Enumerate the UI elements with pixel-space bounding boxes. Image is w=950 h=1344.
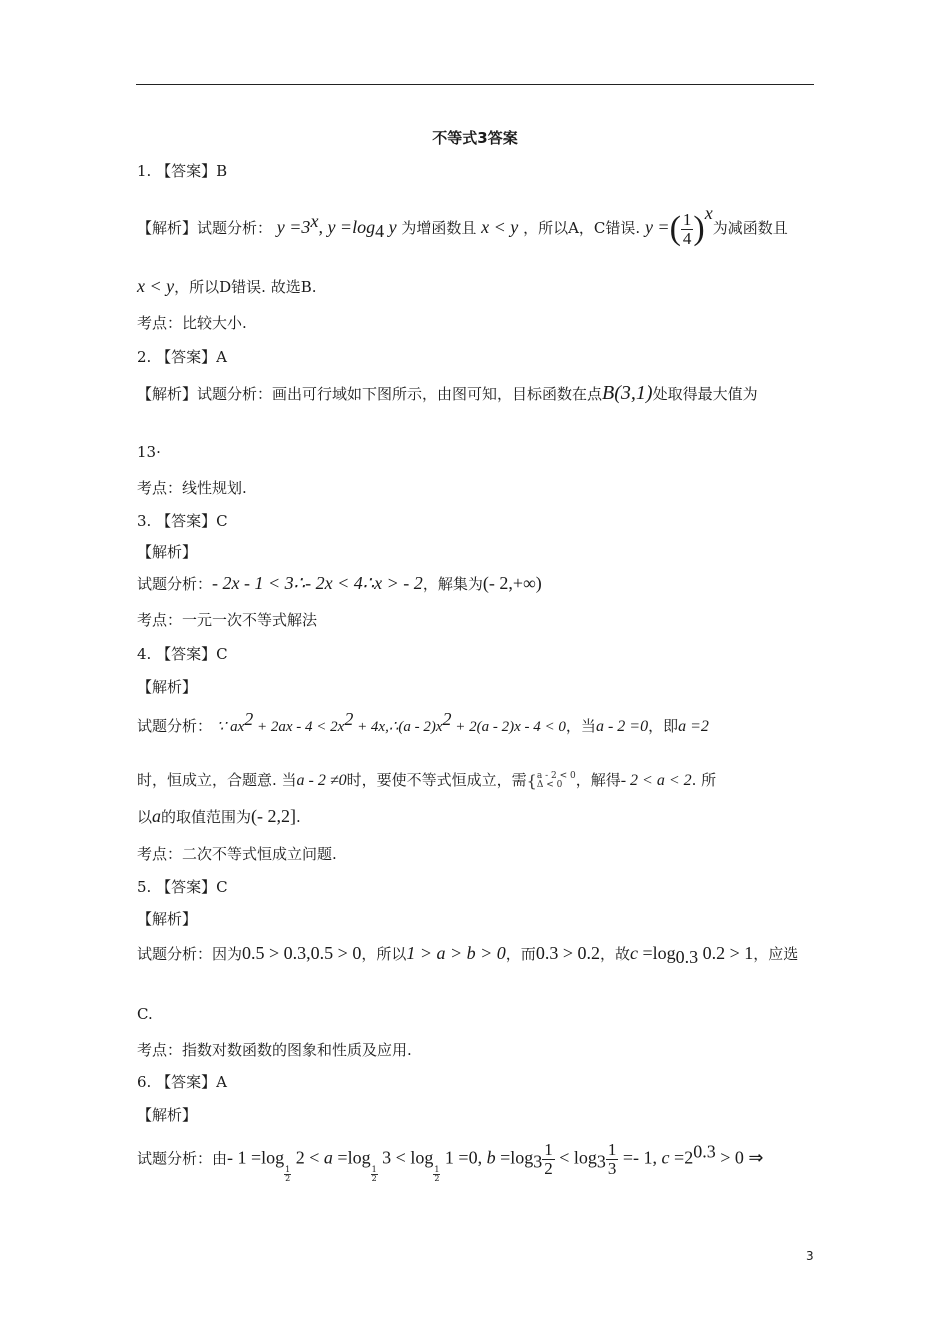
fraction: $\frac{1}{4}$ xyxy=(682,209,692,248)
q3-analysis-label: 【解析】 xyxy=(137,543,198,561)
q5-point: 考点：指数对数函数的图象和性质及应用. xyxy=(137,1041,412,1059)
q6-answer: 6. 【答案】A xyxy=(137,1073,227,1091)
q1-analysis-line2: x < y，所以D错误. 故选B. xyxy=(137,276,317,296)
header-rule xyxy=(136,84,814,85)
q6-analysis: 试题分析：由- 1 =log $\frac{1}{2}$ 2 < a =log $\frac{1}{2}$ 3 < log $\frac{1}{2}$ 1 =0, $b =\log_3$ $\frac{1}{2}$ < $\log_3$ $\frac{1}{3}$ =- 1, $c =2^{0.3} > 0$ ⇒ xyxy=(137,1140,764,1183)
q4-analysis-line3: 以a的取值范围为(- 2,2]. xyxy=(137,806,301,826)
page-number: 3 xyxy=(806,1249,814,1263)
page-title: 不等式3答案 xyxy=(432,129,518,147)
q6-analysis-label: 【解析】 xyxy=(137,1106,198,1124)
q4-point: 考点：二次不等式恒成立问题. xyxy=(137,845,337,863)
q3-analysis: 试题分析：- 2x - 1 < 3∴- 2x < 4∴x > - 2，解集为(- 2,+∞) xyxy=(137,573,542,593)
inequality-system: { a - 2 < 0 Δ < 0 xyxy=(526,771,576,791)
q4-analysis-line1: 试题分析： ∵ $ax^2 + 2ax - 4 < 2x^2$ + 4x,∴(a - $2)x^2 + 2(a - 2)x - 4 < 0$，当a - 2 =0，即a =2 xyxy=(137,709,709,735)
q4-analysis-line2: 时，恒成立，合题意. 当a - 2 ≠0时，要使不等式恒成立，需{ a - 2 < 0 Δ < 0 ，解得- 2 < a < 2. 所 xyxy=(137,771,717,791)
q1-point: 考点：比较大小. xyxy=(137,314,247,332)
q2-analysis: 【解析】试题分析：画出可行域如下图所示，由图可知，目标函数在点B(3,1)处取得最大值为 xyxy=(137,382,758,404)
q2-answer: 2. 【答案】A xyxy=(137,348,227,366)
q1-answer: 1. 【答案】B xyxy=(137,162,228,180)
q5-analysis-label: 【解析】 xyxy=(137,910,198,928)
q2-analysis-cont: 13· xyxy=(137,443,161,461)
q2-point: 考点：线性规划. xyxy=(137,479,247,497)
q3-point: 考点：一元一次不等式解法 xyxy=(137,611,318,629)
q5-analysis: 试题分析：因为0.5 > 0.3,0.5 > 0，所以1 > a > b > 0，而0.3 > 0.2，故$c =\log_{0.3}$ 0.2 > 1，应选 xyxy=(137,943,799,967)
q1-analysis-line1: 【解析】试题分析： $y =3^x$, $y =\log_4$ y 为增函数且 x < y ，所以A，C错误. y =( $\frac{1}{4}$ )$^x$为减函数且 xyxy=(137,203,788,248)
q5-answer: 5. 【答案】C xyxy=(137,878,228,896)
q4-analysis-label: 【解析】 xyxy=(137,678,198,696)
q4-answer: 4. 【答案】C xyxy=(137,645,228,663)
q3-answer: 3. 【答案】C xyxy=(137,512,228,530)
q5-analysis-cont: C. xyxy=(137,1005,153,1023)
